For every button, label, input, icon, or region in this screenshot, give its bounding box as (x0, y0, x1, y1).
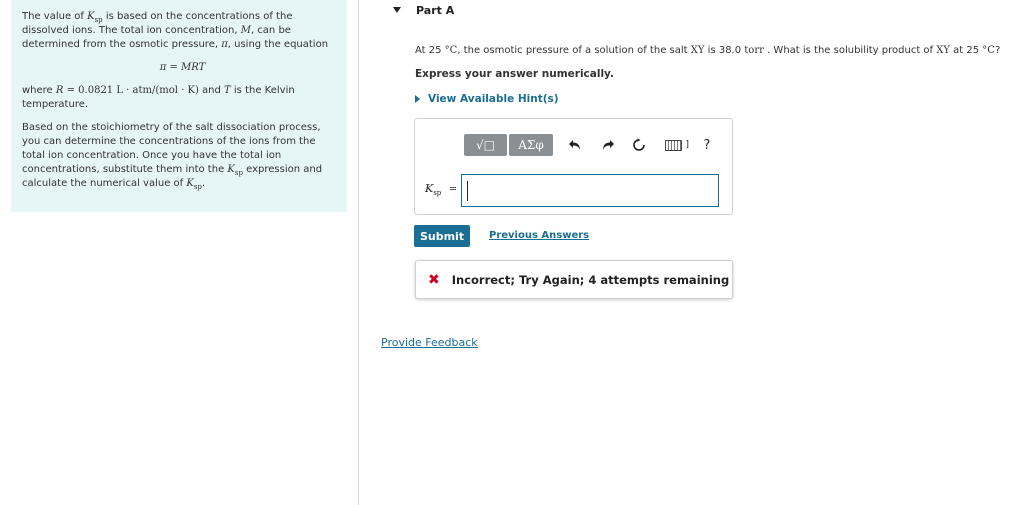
hint-text: and (198, 85, 225, 96)
ksp-subscript: sp (234, 169, 243, 177)
ksp-symbol: K (227, 164, 235, 175)
salt-formula: XY (690, 45, 705, 56)
m-symbol: M (240, 25, 251, 36)
pi-symbol: π (221, 39, 228, 50)
question-segment: , the osmotic pressure of a solution of the salt (457, 45, 691, 56)
osmotic-equation: π = MRT (159, 62, 206, 73)
feedback-box (415, 260, 733, 299)
caret-down-icon (393, 7, 401, 13)
reset-icon-graphic (632, 138, 646, 152)
hint-text: where (22, 85, 56, 96)
hint-text: expression and calculate the numerical value of (22, 164, 323, 189)
view-hints-label: View Available Hint(s) (428, 93, 559, 105)
ksp-symbol: K (87, 11, 95, 22)
caret-right-icon (415, 95, 420, 103)
templates-button[interactable]: √□ (464, 134, 507, 156)
question-segment: . What is the solubility product of (763, 45, 937, 56)
text-cursor (467, 181, 468, 201)
ksp-subscript: sp (94, 16, 103, 24)
part-title: Part A (416, 3, 455, 17)
column-divider (358, 0, 359, 505)
previous-answers-link[interactable]: Previous Answers (489, 230, 590, 241)
part-a-toggle[interactable] (393, 2, 454, 18)
ksp-symbol: K (186, 178, 194, 189)
hint-text: . (201, 178, 206, 189)
question-segment: at 25 (949, 45, 983, 56)
keyboard-icon[interactable]: ] (665, 135, 689, 155)
hint-paragraph-3 (22, 121, 335, 191)
redo-icon[interactable] (600, 135, 616, 155)
hint-panel (11, 0, 347, 212)
question-text (415, 45, 1000, 56)
ksp-input-label (425, 182, 458, 198)
equals-sign: = (448, 184, 458, 195)
undo-icon-graphic (568, 139, 582, 151)
question-segment: ? (994, 45, 1001, 56)
redo-icon-graphic (601, 139, 615, 151)
unit-torr: torr (744, 45, 764, 56)
provide-feedback-link[interactable]: Provide Feedback (381, 336, 478, 349)
hint-text: , can be determined from the osmotic pressure, (22, 25, 291, 50)
question-segment: is 38.0 (704, 45, 745, 56)
incorrect-x-icon: ✖ (428, 271, 440, 288)
help-icon[interactable]: ? (703, 137, 711, 153)
ksp-answer-input[interactable] (461, 174, 719, 207)
hint-paragraph-2 (22, 84, 335, 112)
r-symbol: R (55, 85, 64, 96)
ksp-subscript: sp (433, 189, 442, 198)
submit-button[interactable]: Submit (414, 225, 470, 247)
salt-formula: XY (936, 45, 950, 56)
gas-constant: = 0.0821 L · atm/(mol · K) (63, 85, 199, 96)
ksp-subscript: sp (193, 183, 202, 191)
instruction-text: Express your answer numerically. (415, 68, 614, 80)
keyboard-graphic (665, 140, 682, 151)
hint-text: The value of (22, 11, 88, 22)
unit-celsius: °C (982, 45, 995, 56)
reset-icon[interactable] (631, 135, 647, 155)
unit-celsius: °C (444, 45, 458, 56)
view-hints-link[interactable] (415, 93, 559, 105)
answer-box (414, 118, 733, 215)
hint-text: is based on the concentrations of the dissolved ions. The total ion concentration, (22, 11, 293, 36)
t-symbol: T (224, 85, 231, 96)
hint-text: is the Kelvin temperature. (22, 85, 295, 110)
feedback-message: Incorrect; Try Again; 4 attempts remaining (451, 272, 730, 287)
greek-symbols-button[interactable]: ΑΣφ (509, 134, 553, 156)
ksp-symbol: K (425, 182, 434, 195)
hint-text: , using the equation (227, 39, 329, 50)
question-segment: At 25 (415, 45, 445, 56)
hint-text: Based on the stoichiometry of the salt dissociation process, you can determine the concentrations of the ions from the total ion concentration. Once you have the total ion concentrations, substitute them into the (22, 122, 321, 175)
undo-icon[interactable] (567, 135, 583, 155)
hint-paragraph-1 (22, 10, 335, 52)
